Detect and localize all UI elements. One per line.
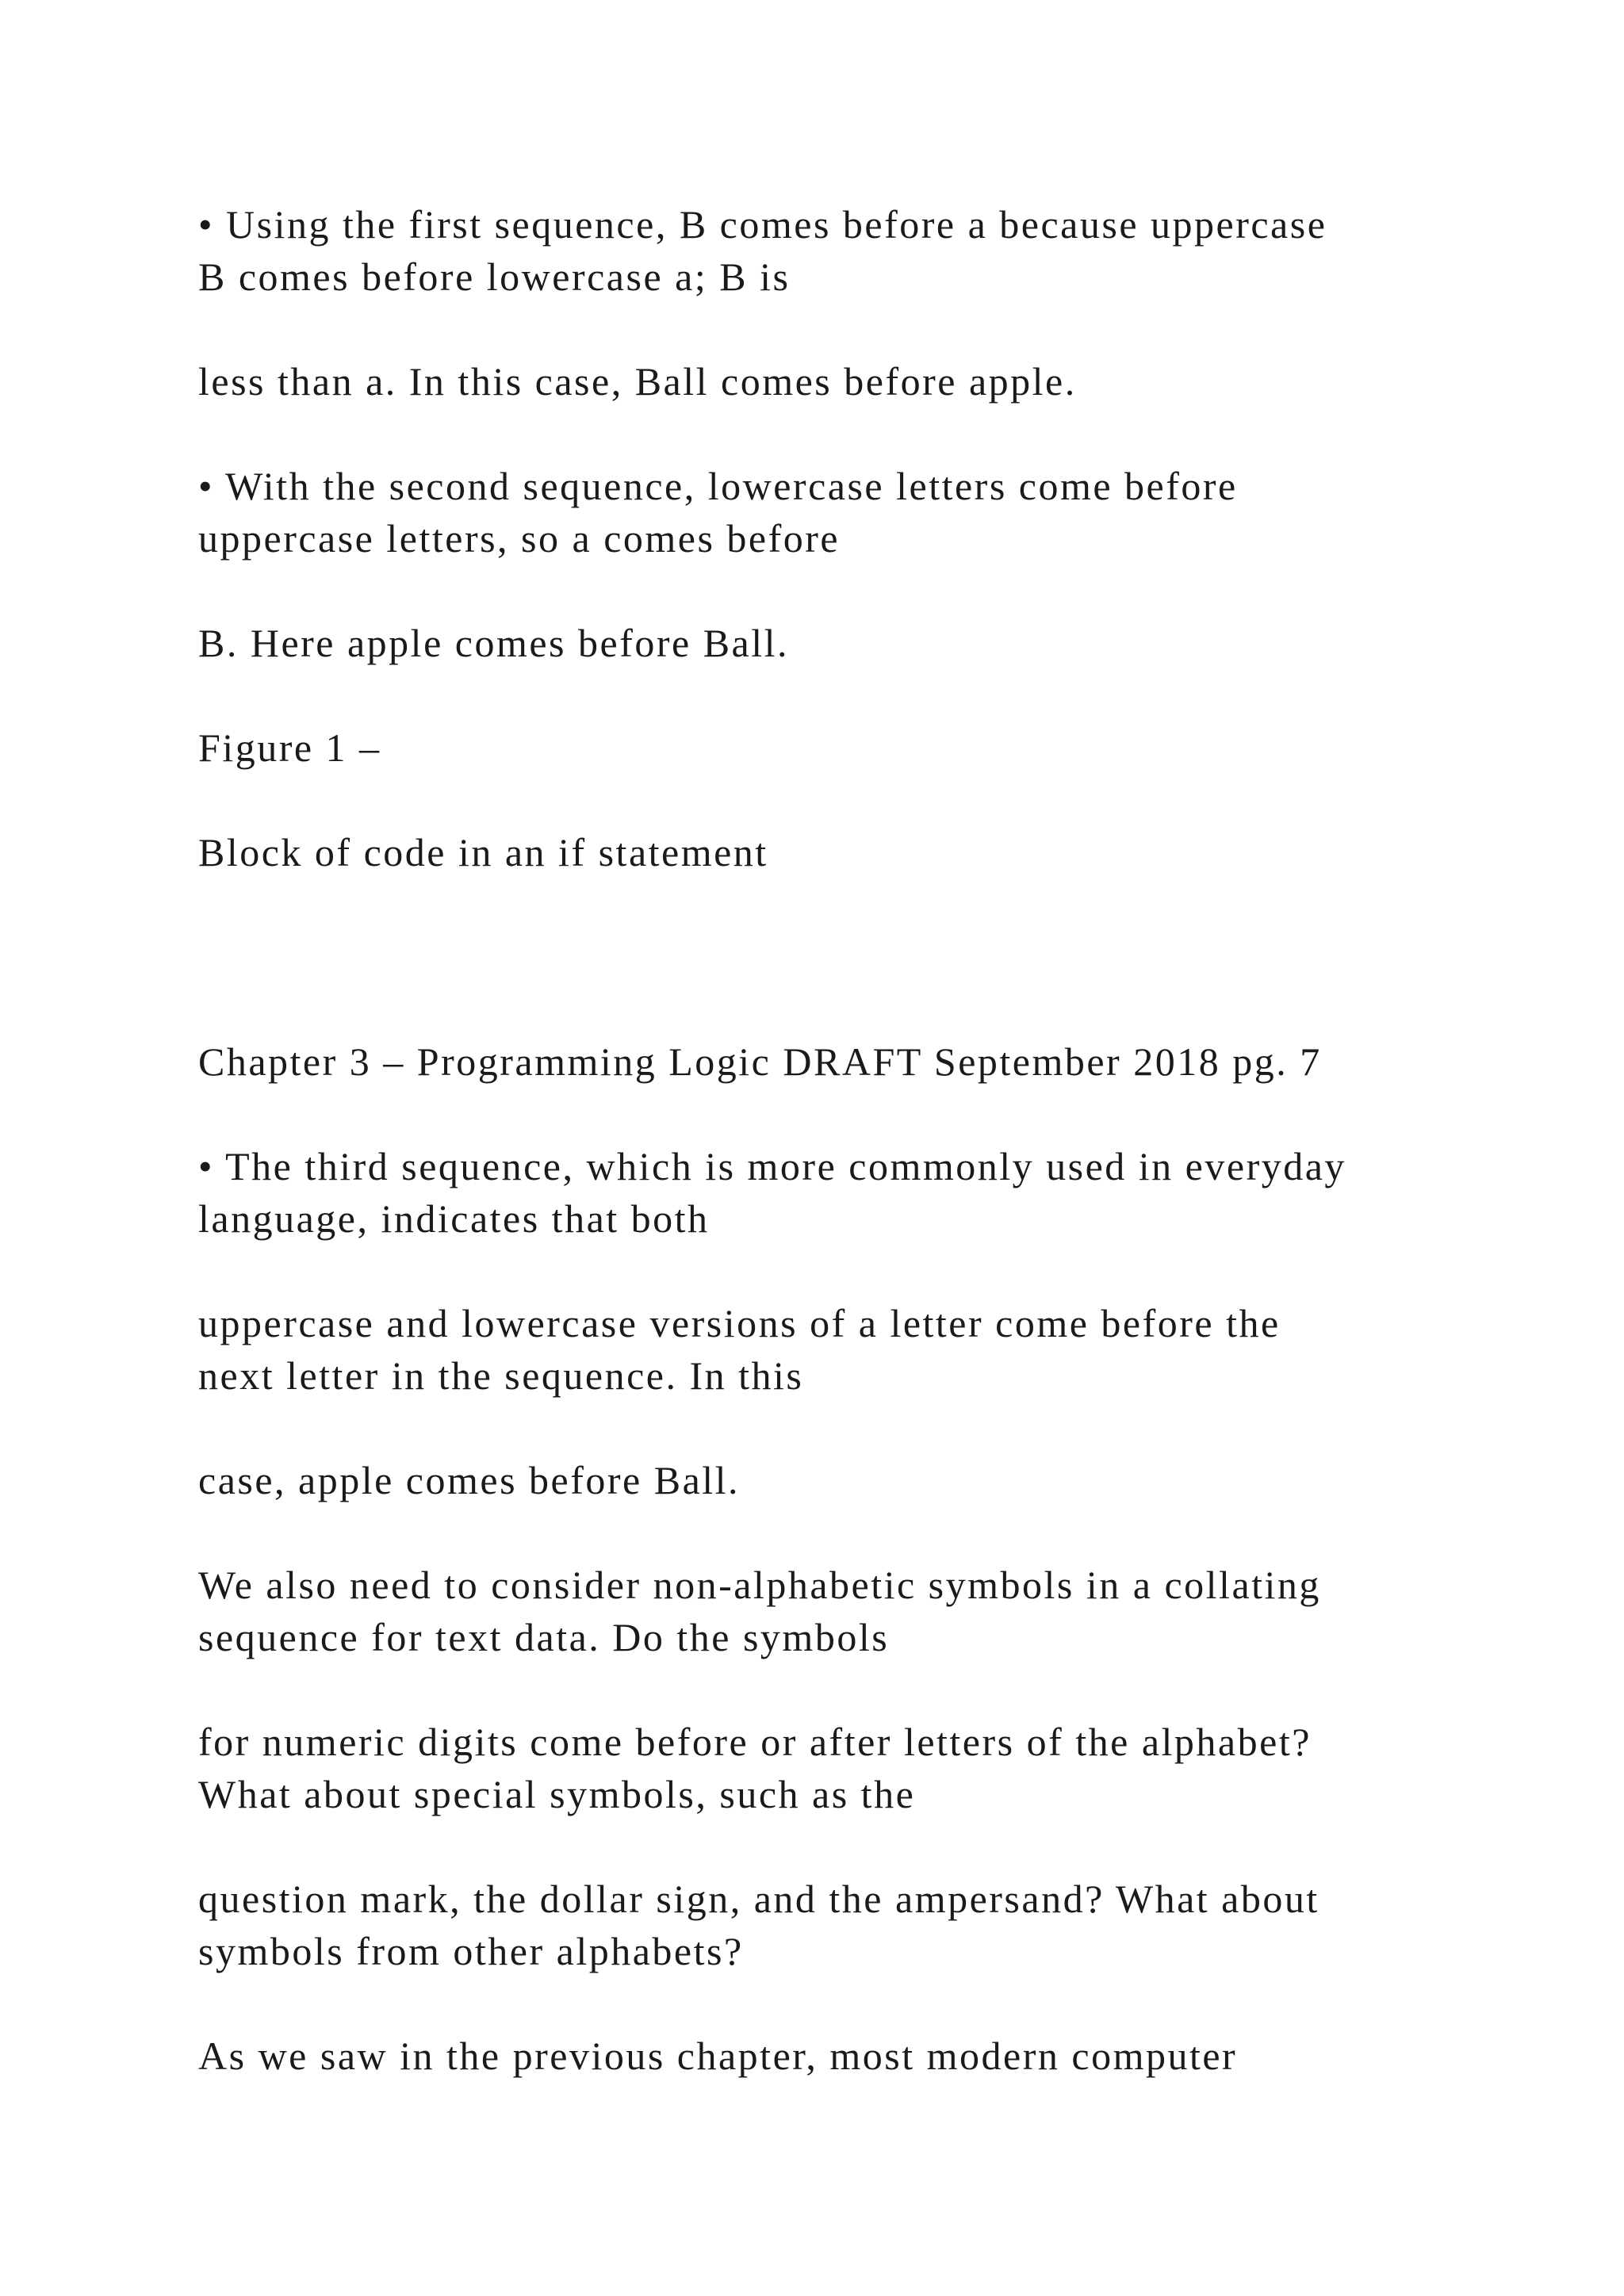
page-footer-chapter-heading: [198, 1035, 1546, 1088]
text-line: sequence for text data. Do the symbols: [198, 1615, 890, 1659]
text-line: As we saw in the previous chapter, most modern computer: [198, 2034, 1238, 2078]
text-line: Block of code in an if statement: [198, 830, 768, 874]
paragraph-numeric-digits: [198, 1716, 1546, 1820]
paragraph-apple-before-ball: [198, 617, 1546, 669]
text-line: We also need to consider non-alphabetic symbols in a collating: [198, 1563, 1321, 1607]
text-line: next letter in the sequence. In this: [198, 1353, 804, 1398]
text-line: • The third sequence, which is more commonly used in everyday: [198, 1144, 1346, 1188]
paragraph-first-sequence: [198, 198, 1546, 303]
text-line: uppercase letters, so a comes before: [198, 516, 841, 561]
paragraph-less-than: [198, 355, 1546, 408]
paragraph-uppercase-lowercase: [198, 1297, 1546, 1402]
paragraph-special-symbols: [198, 1873, 1546, 1977]
text-line: uppercase and lowercase versions of a letter come before the: [198, 1301, 1281, 1345]
paragraph-non-alphabetic: [198, 1559, 1546, 1663]
paragraph-third-sequence: [198, 1140, 1546, 1245]
figure-caption-label: [198, 721, 1546, 774]
text-line: case, apple comes before Ball.: [198, 1458, 741, 1502]
text-line: What about special symbols, such as the: [198, 1772, 916, 1816]
paragraph-second-sequence: [198, 460, 1546, 564]
text-line: language, indicates that both: [198, 1196, 710, 1241]
text-line: B. Here apple comes before Ball.: [198, 621, 790, 665]
text-line: Chapter 3 – Programming Logic DRAFT September 2018 pg. 7: [198, 1039, 1322, 1084]
text-line: Figure 1 –: [198, 725, 381, 770]
text-line: • With the second sequence, lowercase letters come before: [198, 464, 1238, 508]
paragraph-previous-chapter: [198, 2030, 1546, 2082]
figure-caption-text: [198, 826, 1546, 878]
text-line: B comes before lowercase a; B is: [198, 254, 791, 299]
text-line: less than a. In this case, Ball comes before apple.: [198, 359, 1077, 404]
text-line: • Using the first sequence, B comes before a because uppercase: [198, 202, 1327, 247]
paragraph-case-apple: [198, 1454, 1546, 1506]
text-line: for numeric digits come before or after letters of the alphabet?: [198, 1720, 1312, 1764]
text-line: symbols from other alphabets?: [198, 1929, 744, 1973]
text-line: question mark, the dollar sign, and the ampersand? What about: [198, 1877, 1320, 1921]
